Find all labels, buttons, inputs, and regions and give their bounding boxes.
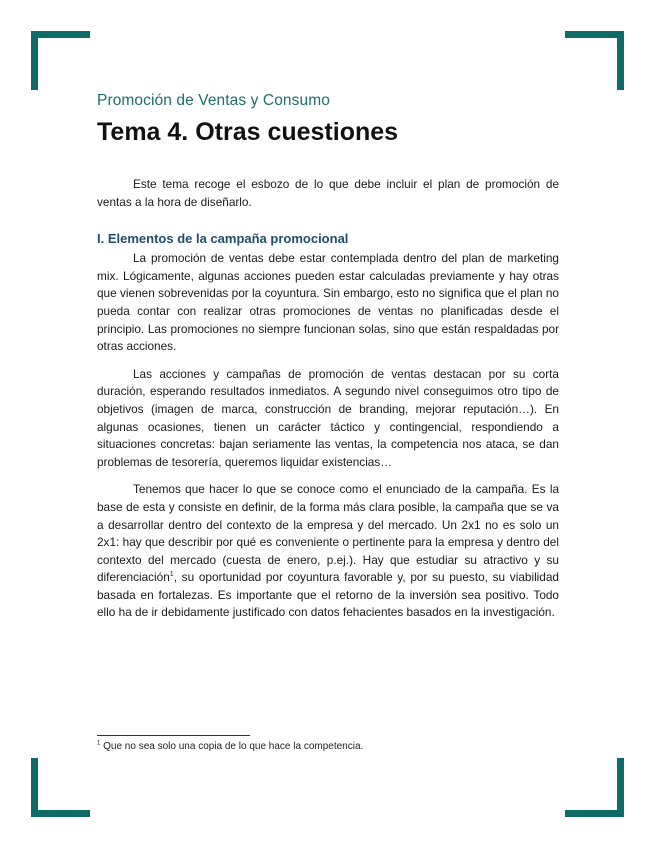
footnote-reference[interactable]: 1 bbox=[169, 571, 174, 579]
page-title: Tema 4. Otras cuestiones bbox=[97, 118, 399, 146]
footnote-divider bbox=[97, 735, 250, 736]
body-paragraph-3 bbox=[97, 481, 559, 622]
corner-frame-bottom-left bbox=[31, 758, 90, 817]
footnote bbox=[97, 741, 363, 752]
corner-frame-bottom-right bbox=[565, 758, 624, 817]
section-heading: I. Elementos de la campaña promocional bbox=[97, 231, 349, 247]
body-paragraph-1: La promoción de ventas debe estar contemplada dentro del plan de marketing mix. Lógicamente, algunas acciones pueden estar calculadas previamente y hay otras que vienen sobrevenidas por la coyuntura. Sin embargo, esto no significa que el plan no pueda contar con realizar otras promociones de ventas no planificadas desde el principio. Las promociones no siempre funcionan solas, sino que están respaldadas por otras acciones. bbox=[97, 251, 559, 354]
course-subtitle: Promoción de Ventas y Consumo bbox=[97, 92, 330, 109]
footnote-text: Que no sea solo una copia de lo que hace la competencia. bbox=[100, 741, 364, 752]
body-paragraph-3-part-b: , su oportunidad por coyuntura favorable y, por su puesto, su viabilidad basada en fortalezas. Es importante que el retorno de la inversión sea positivo. Todo ello ha de ir debidamente justificado con datos fehacientes basados en la investigación. bbox=[97, 570, 559, 620]
page-content bbox=[97, 92, 559, 622]
body-paragraph-2: Las acciones y campañas de promoción de ventas destacan por su corta duración, esperando resultados inmediatos. A segundo nivel conseguimos otro tipo de objetivos (imagen de marca, construcción de branding, mejorar reputación…). En algunas ocasiones, tienen un carácter táctico y contingencial, respondiendo a situaciones concretas: bajan seriamente las ventas, la competencia nos ataca, se dan problemas de tesorería, queremos liquidar existencias… bbox=[97, 366, 559, 469]
intro-paragraph: Este tema recoge el esbozo de lo que debe incluir el plan de promoción de ventas a la hora de diseñarlo. bbox=[97, 177, 559, 209]
footnote-number: 1 bbox=[97, 740, 101, 747]
body-paragraph-3-part-a: Tenemos que hacer lo que se conoce como el enunciado de la campaña. Es la base de esta y consiste en definir, de la forma más clara posible, la campaña que se va a desarrollar dentro del contexto de la empresa y del mercado. Un 2x1 no es solo un 2x1: hay que describir por qué es conveniente o pertinente para la empresa y dentro del contexto del mercado (cuesta de enero, p.ej.). Hay que estudiar su atractivo y su diferenciación bbox=[97, 482, 559, 585]
corner-frame-top-right bbox=[565, 31, 624, 90]
corner-frame-top-left bbox=[31, 31, 90, 90]
